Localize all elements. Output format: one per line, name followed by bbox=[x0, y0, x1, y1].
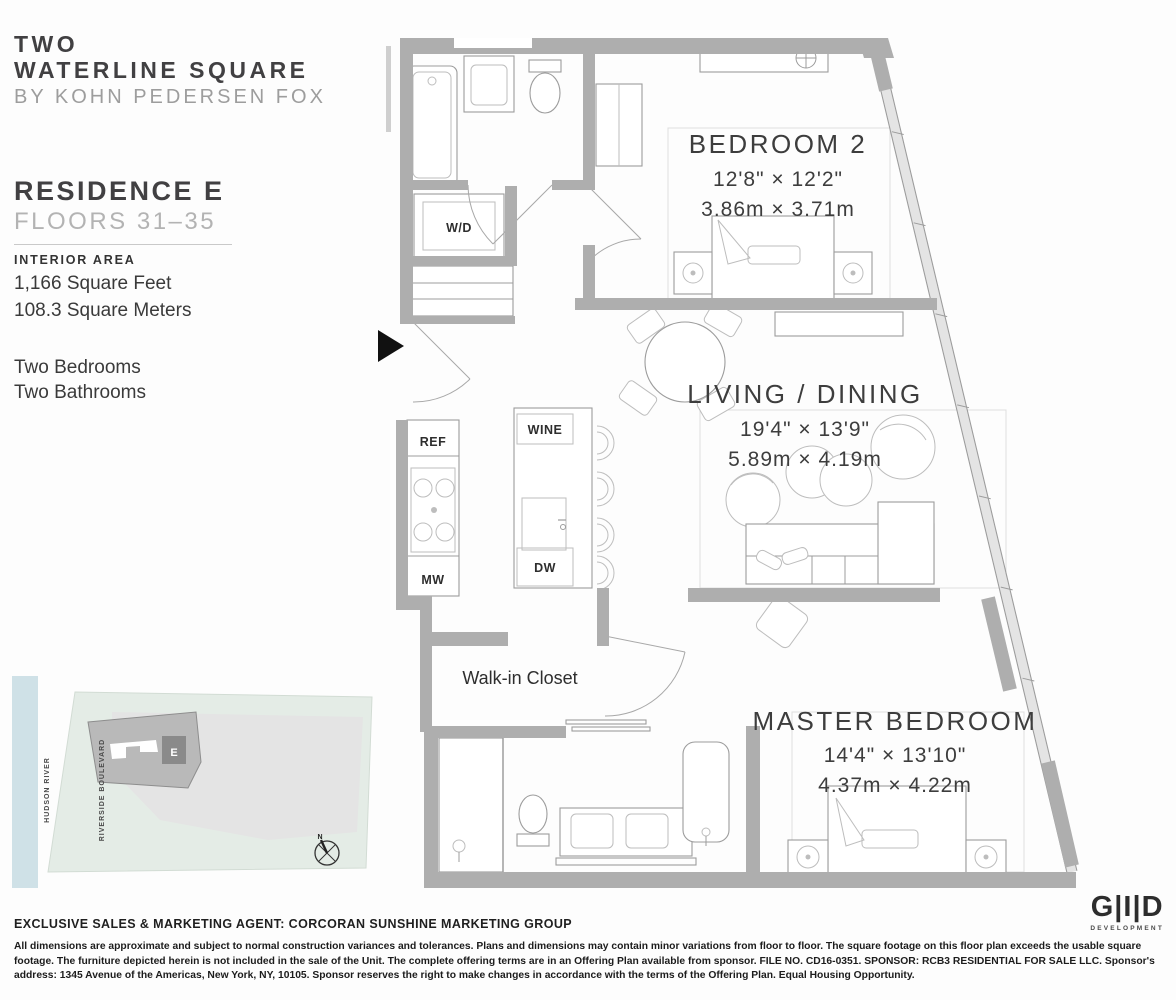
compass-north-label: N bbox=[317, 834, 323, 841]
microwave-label: MW bbox=[421, 573, 445, 587]
bathtub bbox=[683, 742, 729, 842]
divider-rule bbox=[14, 244, 232, 245]
living-imperial: 19'4" × 13'9" bbox=[740, 418, 870, 441]
bathroom2-fixtures bbox=[407, 40, 561, 186]
toilet-bowl bbox=[530, 73, 560, 113]
toilet-bowl bbox=[519, 795, 547, 833]
floor-plan-drawing bbox=[378, 25, 1090, 905]
accent-chair bbox=[754, 594, 810, 650]
unit-e-marker: E bbox=[170, 747, 178, 759]
legal-disclaimer: All dimensions are approximate and subject to normal construction variances and tolerances. Plans and dimensions may contain minor variations from floor to floor. The square footage on this floor plan exceeds the usable square footage. The furniture depicted herein is not included in the sale of the Unit. The complete offering terms are in an Offering Plan available from sponsor. FILE NO. CD16-0351. SPONSOR: RCB3 RESIDENTIAL FOR SALE LLC. Sponsor's address: 1345 Avenue of the Americas, New York, NY, 10105. Sponsor reserves the right to make changes in accordance with the terms of the Offering Plan. Equal Housing Opportunity. bbox=[14, 941, 1155, 982]
interior-area-heading: INTERIOR AREA bbox=[14, 253, 136, 267]
bedroom2-name: BEDROOM 2 bbox=[688, 129, 868, 159]
console-table bbox=[775, 312, 903, 336]
living-name: LIVING / DINING bbox=[687, 379, 923, 409]
residence-floors: FLOORS 31–35 bbox=[14, 208, 217, 235]
room-counts bbox=[14, 356, 344, 405]
wine-label: WINE bbox=[527, 423, 563, 437]
hudson-river-label: HUDSON RIVER bbox=[44, 757, 51, 823]
riverside-blvd-label: RIVERSIDE BOULEVARD bbox=[99, 738, 106, 842]
architect-byline: BY KOHN PEDERSEN FOX bbox=[14, 85, 326, 108]
bedroom2-metric: 3.86m × 3.71m bbox=[701, 198, 855, 221]
shower bbox=[439, 738, 503, 872]
bathroom-count: Two Bathrooms bbox=[14, 381, 146, 403]
dishwasher-label: DW bbox=[534, 561, 556, 575]
residence-info bbox=[14, 176, 344, 406]
toilet-base bbox=[517, 834, 549, 846]
toilet-tank bbox=[529, 60, 561, 72]
master-metric: 4.37m × 4.22m bbox=[818, 774, 972, 797]
area-sqm: 108.3 Square Meters bbox=[14, 299, 192, 321]
linen-closet bbox=[596, 84, 642, 166]
hudson-river-band bbox=[12, 676, 38, 888]
master-bath-fixtures bbox=[439, 738, 729, 872]
area-values bbox=[14, 271, 344, 324]
gid-logo-sub: DEVELOPMENT bbox=[1090, 925, 1164, 932]
entry-arrow-icon bbox=[378, 330, 404, 362]
developer-logo bbox=[1090, 893, 1164, 932]
bedroom-count: Two Bedrooms bbox=[14, 357, 141, 379]
entry-closet bbox=[401, 266, 513, 316]
area-sqft: 1,166 Square Feet bbox=[14, 273, 172, 294]
master-imperial: 14'4" × 13'10" bbox=[823, 744, 967, 767]
walkin-closet-label: Walk-in Closet bbox=[462, 668, 578, 688]
gid-logo-mark: G|I|D bbox=[1090, 891, 1164, 923]
washer-dryer-label: W/D bbox=[446, 221, 472, 235]
refrigerator-label: REF bbox=[419, 435, 447, 449]
site-key-map bbox=[6, 670, 378, 892]
master-name: MASTER BEDROOM bbox=[752, 706, 1038, 736]
pillow bbox=[862, 830, 918, 848]
counter-stools bbox=[597, 426, 614, 590]
bedroom2-imperial: 12'8" × 12'2" bbox=[713, 168, 843, 191]
project-title-line2: WATERLINE SQUARE bbox=[14, 56, 309, 83]
sales-agent-line: EXCLUSIVE SALES & MARKETING AGENT: CORCORAN SUNSHINE MARKETING GROUP bbox=[14, 917, 573, 931]
project-title-line1: TWO bbox=[14, 31, 79, 57]
brand-block bbox=[14, 32, 326, 108]
residence-name: RESIDENCE E bbox=[14, 176, 225, 206]
pillow bbox=[748, 246, 800, 264]
living-metric: 5.89m × 4.19m bbox=[728, 448, 882, 471]
